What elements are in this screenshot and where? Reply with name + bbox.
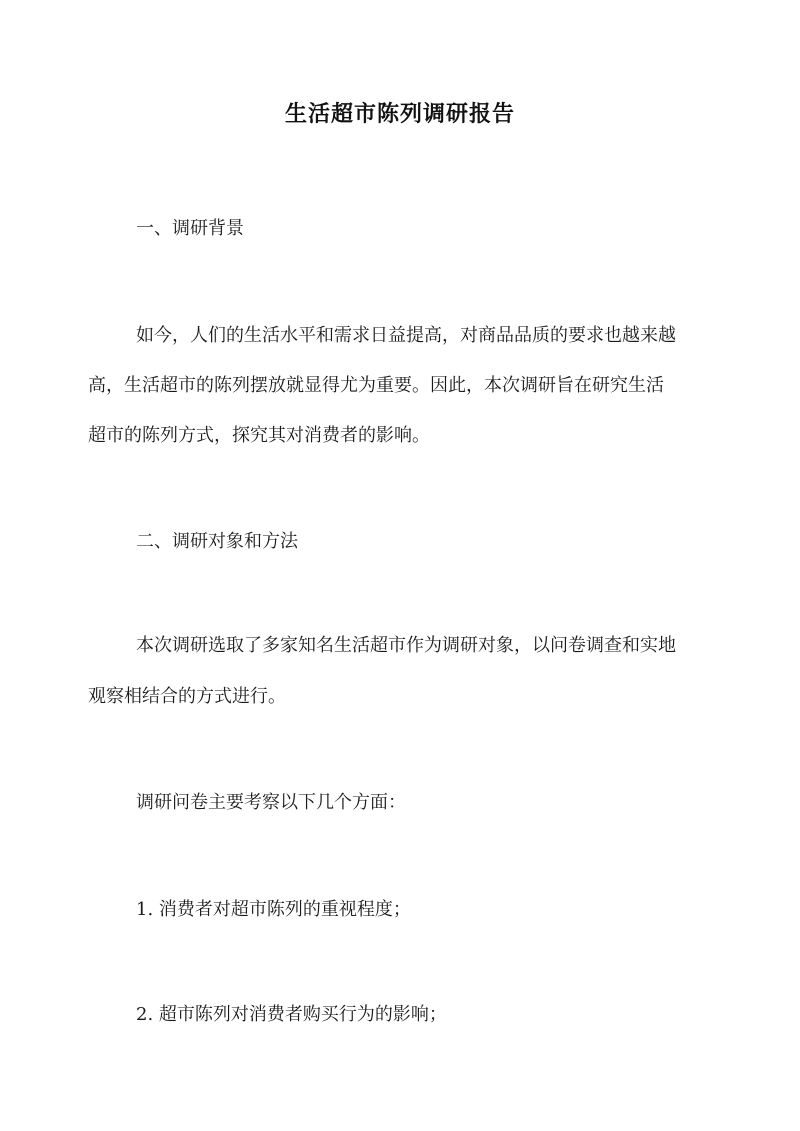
section-heading-background: 一、调研背景 <box>136 218 244 239</box>
survey-intro: 调研问卷主要考察以下几个方面： <box>136 792 406 813</box>
paragraph-line: 本次调研选取了多家知名生活超市作为调研对象，以问卷调查和实地 <box>136 635 676 656</box>
paragraph-line: 观察相结合的方式进行。 <box>88 686 286 707</box>
paragraph-line: 高，生活超市的陈列摆放就显得尤为重要。因此，本次调研旨在研究生活 <box>88 375 664 396</box>
list-item: 2. 超市陈列对消费者购买行为的影响； <box>136 1004 447 1025</box>
section-heading-method: 二、调研对象和方法 <box>136 531 298 552</box>
paragraph-line: 超市的陈列方式，探究其对消费者的影响。 <box>88 425 430 446</box>
paragraph-line: 如今，人们的生活水平和需求日益提高，对商品品质的要求也越来越 <box>136 325 676 346</box>
list-item: 1. 消费者对超市陈列的重视程度； <box>136 899 411 920</box>
page-title: 生活超市陈列调研报告 <box>284 101 515 127</box>
